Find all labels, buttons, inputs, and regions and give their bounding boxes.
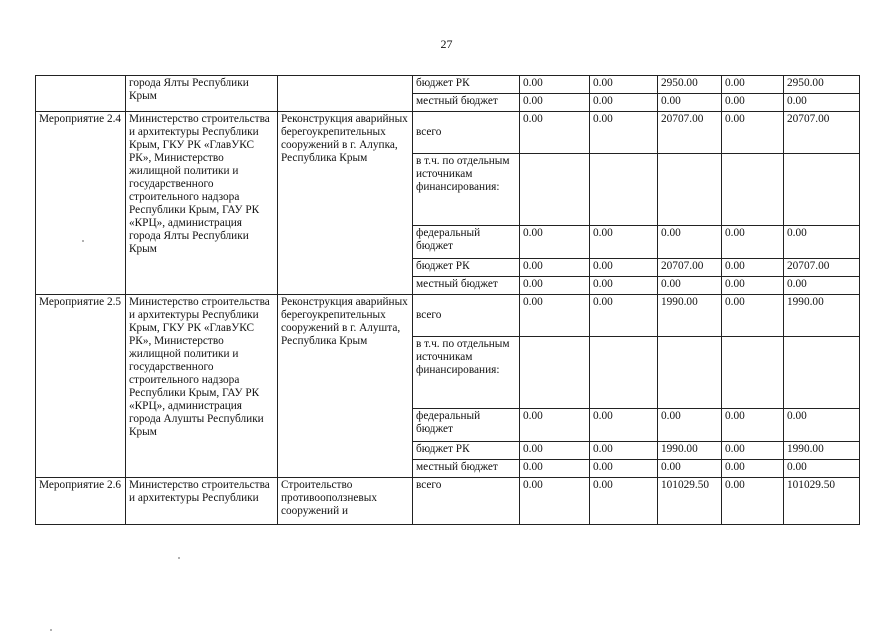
measure-cell: Мероприятие 2.6	[36, 478, 126, 525]
value-cell: 0.00	[590, 226, 658, 259]
source-cell: бюджет РК	[413, 76, 520, 94]
scan-speck	[50, 629, 52, 631]
value-cell: 0.00	[520, 259, 590, 277]
source-cell: бюджет РК	[413, 259, 520, 277]
value-cell	[658, 154, 722, 226]
value-cell: 0.00	[722, 226, 784, 259]
scan-speck	[178, 557, 180, 559]
value-cell: 0.00	[590, 76, 658, 94]
value-cell: 20707.00	[658, 112, 722, 154]
value-cell: 0.00	[520, 409, 590, 442]
source-cell: в т.ч. по отдельным источникам финансирования:	[413, 154, 520, 226]
value-cell: 0.00	[722, 259, 784, 277]
value-cell	[658, 337, 722, 409]
value-cell: 0.00	[590, 94, 658, 112]
value-cell	[590, 337, 658, 409]
funding-table	[35, 75, 860, 525]
value-cell: 0.00	[784, 277, 860, 295]
table-row	[36, 112, 860, 154]
value-cell: 0.00	[784, 409, 860, 442]
object-cell: Строительство противооползневых сооружений и	[278, 478, 413, 525]
table-row	[36, 76, 860, 94]
value-cell: 0.00	[590, 460, 658, 478]
executor-cell: города Ялты Республики Крым	[126, 76, 278, 112]
value-cell: 0.00	[520, 460, 590, 478]
executor-cell: Министерство строительства и архитектуры Республики Крым, ГКУ РК «ГлавУКС РК», Министерство жилищной политики и государственного строительного надзора Республики Крым, ГАУ РК «КРЦ», администрация города Алушты Республики Крым	[126, 295, 278, 478]
value-cell: 0.00	[784, 460, 860, 478]
value-cell: 0.00	[590, 409, 658, 442]
value-cell: 1990.00	[784, 295, 860, 337]
value-cell: 0.00	[590, 295, 658, 337]
value-cell: 0.00	[520, 226, 590, 259]
object-cell	[278, 76, 413, 112]
value-cell: 0.00	[658, 277, 722, 295]
source-cell: всего	[413, 478, 520, 525]
value-cell: 0.00	[590, 478, 658, 525]
object-cell: Реконструкция аварийных берегоукрепительных сооружений в г. Алушта, Республика Крым	[278, 295, 413, 478]
measure-cell: Мероприятие 2.5	[36, 295, 126, 478]
source-cell: всего	[413, 295, 520, 337]
value-cell: 0.00	[590, 259, 658, 277]
source-cell: бюджет РК	[413, 442, 520, 460]
value-cell: 0.00	[658, 94, 722, 112]
value-cell: 0.00	[784, 94, 860, 112]
source-cell: в т.ч. по отдельным источникам финансирования:	[413, 337, 520, 409]
value-cell: 0.00	[722, 442, 784, 460]
source-cell: местный бюджет	[413, 94, 520, 112]
source-cell: федеральный бюджет	[413, 226, 520, 259]
value-cell: 0.00	[658, 409, 722, 442]
value-cell: 0.00	[722, 295, 784, 337]
source-cell: местный бюджет	[413, 277, 520, 295]
value-cell: 0.00	[722, 94, 784, 112]
value-cell: 1990.00	[658, 442, 722, 460]
value-cell: 1990.00	[658, 295, 722, 337]
value-cell: 0.00	[590, 442, 658, 460]
value-cell: 0.00	[722, 112, 784, 154]
measure-cell	[36, 76, 126, 112]
executor-cell: Министерство строительства и архитектуры Республики Крым, ГКУ РК «ГлавУКС РК», Министерство жилищной политики и государственного строительного надзора Республики Крым, ГАУ РК «КРЦ», администрация города Ялты Республики Крым	[126, 112, 278, 295]
value-cell: 0.00	[520, 295, 590, 337]
value-cell: 20707.00	[784, 259, 860, 277]
table-row	[36, 295, 860, 337]
value-cell: 20707.00	[658, 259, 722, 277]
value-cell: 0.00	[590, 277, 658, 295]
value-cell: 0.00	[722, 460, 784, 478]
executor-cell: Министерство строительства и архитектуры Республики	[126, 478, 278, 525]
source-cell: всего	[413, 112, 520, 154]
value-cell	[590, 154, 658, 226]
value-cell: 0.00	[520, 442, 590, 460]
value-cell: 2950.00	[658, 76, 722, 94]
source-cell: федеральный бюджет	[413, 409, 520, 442]
value-cell: 0.00	[658, 226, 722, 259]
value-cell	[722, 337, 784, 409]
value-cell: 0.00	[520, 277, 590, 295]
value-cell: 0.00	[590, 112, 658, 154]
value-cell: 0.00	[520, 112, 590, 154]
value-cell: 0.00	[520, 94, 590, 112]
object-cell: Реконструкция аварийных берегоукрепительных сооружений в г. Алупка, Республика Крым	[278, 112, 413, 295]
scan-speck	[82, 240, 84, 242]
value-cell	[520, 337, 590, 409]
table-row	[36, 478, 860, 525]
source-cell: местный бюджет	[413, 460, 520, 478]
page-number: 27	[440, 37, 453, 51]
value-cell	[784, 337, 860, 409]
value-cell: 0.00	[658, 460, 722, 478]
value-cell: 1990.00	[784, 442, 860, 460]
value-cell	[520, 154, 590, 226]
measure-cell: Мероприятие 2.4	[36, 112, 126, 295]
value-cell: 0.00	[722, 409, 784, 442]
value-cell: 101029.50	[784, 478, 860, 525]
value-cell: 0.00	[722, 277, 784, 295]
value-cell: 101029.50	[658, 478, 722, 525]
value-cell: 2950.00	[784, 76, 860, 94]
value-cell: 0.00	[722, 478, 784, 525]
value-cell: 0.00	[722, 76, 784, 94]
value-cell: 0.00	[520, 76, 590, 94]
value-cell: 0.00	[784, 226, 860, 259]
value-cell	[784, 154, 860, 226]
value-cell: 0.00	[520, 478, 590, 525]
value-cell: 20707.00	[784, 112, 860, 154]
value-cell	[722, 154, 784, 226]
